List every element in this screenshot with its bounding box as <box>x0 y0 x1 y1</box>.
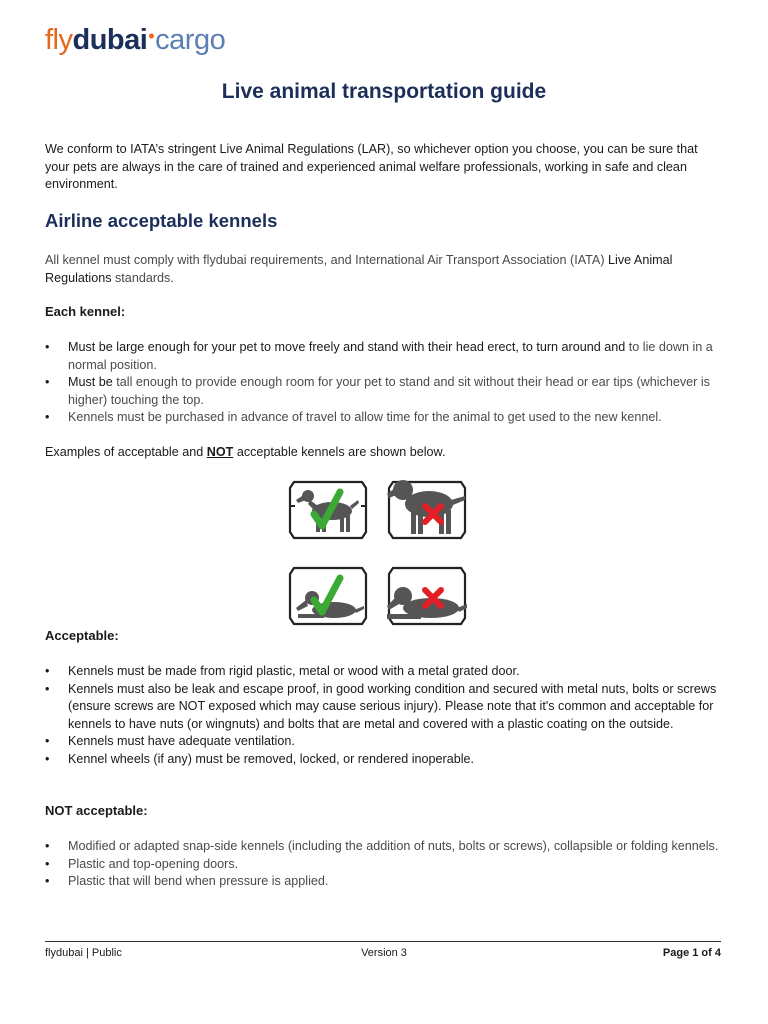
not-acceptable-list <box>45 838 721 891</box>
list-item: • Kennels must be purchased in advance of travel to allow time for the animal to get used to the new kennel. <box>45 409 721 427</box>
kennel-lying-not-acceptable <box>387 564 467 628</box>
list-item: • Must be tall enough to provide enough room for your pet to stand and sit without their head or ear tips (whichever is higher) touching the top. <box>45 374 721 409</box>
each-kennel-list <box>45 339 721 427</box>
list-item: • Plastic and top-opening doors. <box>45 856 721 874</box>
section-heading: Airline acceptable kennels <box>45 210 278 231</box>
examples-sentence: Examples of acceptable and NOT acceptable kennels are shown below. <box>45 445 446 459</box>
intro-paragraph: We conform to IATA’s stringent Live Animal Regulations (LAR), so whichever option you choose, you can be sure that your pets are always in the care of trained and experienced animal welfare professionals, working in safe and clean environment. <box>45 142 698 191</box>
page-title: Live animal transportation guide <box>221 80 547 103</box>
flydubai-cargo-logo: flydubai•cargo <box>45 24 226 56</box>
list-item: • Kennels must be made from rigid plastic, metal or wood with a metal grated door. <box>45 663 721 681</box>
list-item: • Modified or adapted snap-side kennels (including the addition of nuts, bolts or screws), collapsible or folding kennels. <box>45 838 721 856</box>
list-item: • Must be large enough for your pet to move freely and stand with their head erect, to turn around and to lie down in a normal position. <box>45 339 721 374</box>
list-item: • Kennels must have adequate ventilation. <box>45 733 721 751</box>
kennel-standing-not-acceptable <box>387 478 467 542</box>
list-item: • Kennels must also be leak and escape proof, in good working condition and secured with metal nuts, bolts or screws (ensure screws are NOT exposed which may cause serious injury). Please note that it's common and acceptable for kennels to have nuts (or wingnuts) and bolts that are metal and covered with a plastic coating on the outside. <box>45 681 721 734</box>
footer-page-number: Page 1 of 4 <box>662 947 721 959</box>
kennel-standing-acceptable <box>288 478 368 542</box>
footer-divider <box>45 941 721 942</box>
footer-classification: flydubai | Public <box>45 947 122 959</box>
kennel-examples-illustration <box>285 478 485 628</box>
kennel-requirements-paragraph: All kennel must comply with flydubai requirements, and International Air Transport Association (IATA) Live Animal Regulations standards. <box>45 253 673 285</box>
not-acceptable-heading: NOT acceptable: <box>45 803 148 818</box>
kennel-lying-acceptable <box>288 564 368 628</box>
list-item: • Kennel wheels (if any) must be removed, locked, or rendered inoperable. <box>45 751 721 769</box>
acceptable-heading: Acceptable: <box>45 628 119 643</box>
footer-version: Version 3 <box>361 947 407 959</box>
list-item: • Plastic that will bend when pressure is applied. <box>45 873 721 891</box>
each-kennel-heading: Each kennel: <box>45 304 126 319</box>
acceptable-list <box>45 663 721 768</box>
